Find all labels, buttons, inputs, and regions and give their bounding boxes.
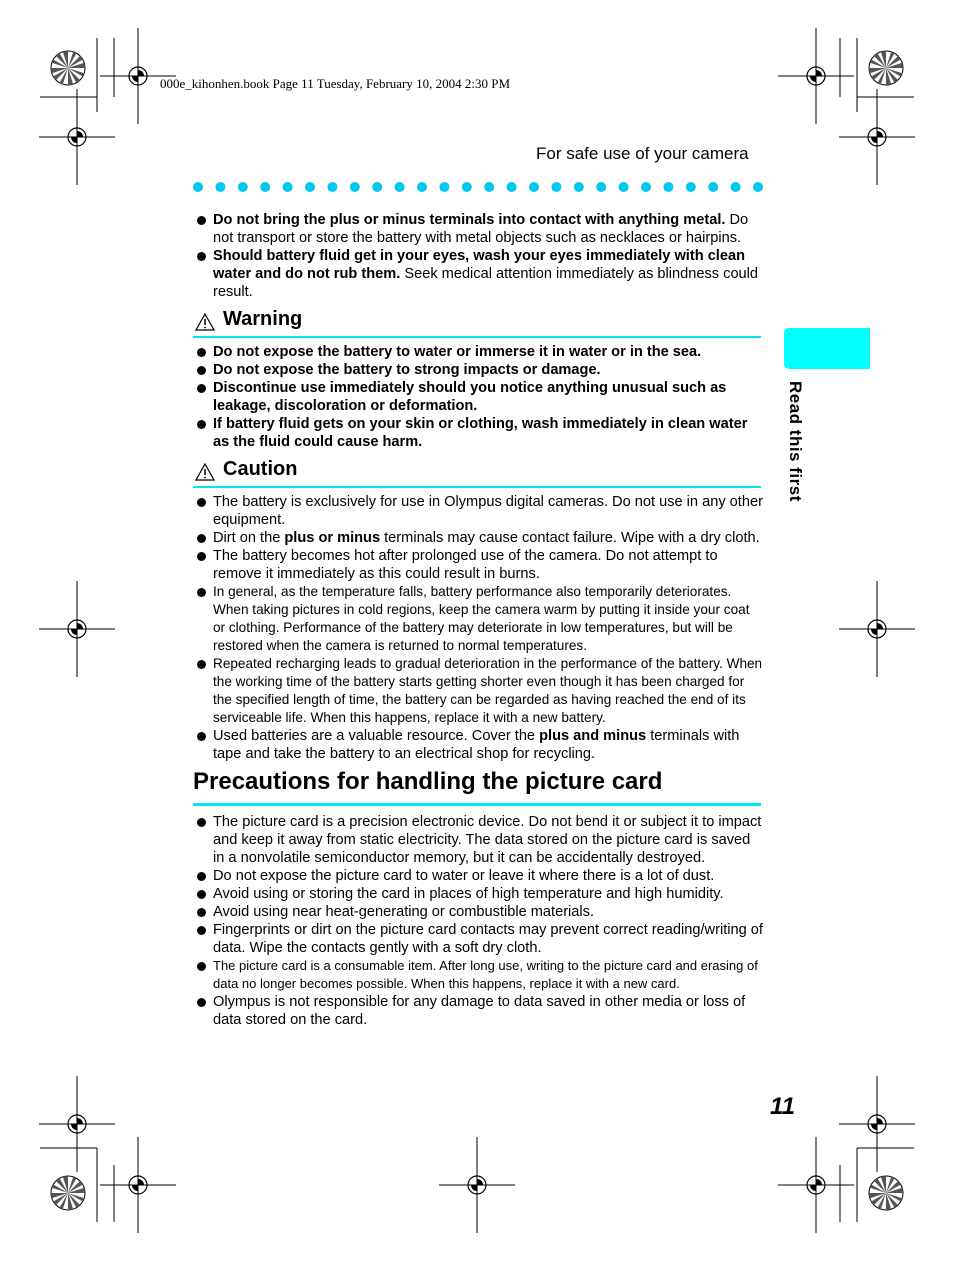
rule-dot (596, 182, 606, 192)
list-item: In general, as the temperature falls, battery performance also temporarily deteriorates. When taking pictures in cold regions, keep the camera warm by putting it inside your coat or clothing. Performance of the battery may deteriorate in low temperatures, but will be restored when the camera is returned to normal temperatures. (193, 583, 763, 655)
list-item: The picture card is a precision electronic device. Do not bend it or subject it to impact and keep it away from static electricity. The data stored on the picture card is saved in a nonvolatile semiconductor memory, but it can be accidentally destroyed. (193, 813, 763, 867)
section-title: Precautions for handling the picture card (193, 768, 663, 795)
rule-dot (305, 182, 315, 192)
rule-dot (574, 182, 584, 192)
rule-dot (462, 182, 472, 192)
rule-dot (283, 182, 293, 192)
print-metadata: 000e_kihonhen.book Page 11 Tuesday, February 10, 2004 2:30 PM (160, 76, 511, 91)
rule-dot (641, 182, 651, 192)
rule-dot (551, 182, 561, 192)
caution-title: Caution (223, 458, 298, 480)
list-item: Repeated recharging leads to gradual deterioration in the performance of the battery. When the working time of the battery starts getting shorter even though it has been charged for the specified length of time, the battery can be regarded as having reached the end of its serviceable life. When this happens, replace it with a new battery. (193, 655, 763, 727)
picture-card-heading (193, 768, 761, 806)
rule-dot (663, 182, 673, 192)
dotted-rule (192, 180, 764, 194)
caution-triangle-icon (195, 463, 215, 481)
rule-dot (238, 182, 248, 192)
list-item: If battery fluid gets on your skin or clothing, wash immediately in clean water as the fluid could cause harm. (193, 415, 763, 451)
list-item: Do not expose the battery to strong impacts or damage. (193, 361, 763, 379)
list-item: Avoid using near heat-generating or combustible materials. (193, 903, 763, 921)
rule-dot (619, 182, 629, 192)
caution-section (193, 493, 763, 763)
caution-heading (193, 460, 761, 488)
rule-dot (193, 182, 203, 192)
list-item: The battery is exclusively for use in Olympus digital cameras. Do not use in any other equipment. (193, 493, 763, 529)
list-item: The picture card is a consumable item. After long use, writing to the picture card and erasing of data no longer becomes possible. When this happens, replace it with a new card. (193, 957, 763, 993)
list-item: Used batteries are a valuable resource. Cover the plus and minus terminals with tape and take the battery to an electrical shop for recycling. (193, 727, 763, 763)
rule-dot (260, 182, 270, 192)
rule-dot (215, 182, 225, 192)
list-item: Avoid using or storing the card in places of high temperature and high humidity. (193, 885, 763, 903)
list-item: Fingerprints or dirt on the picture card contacts may prevent correct reading/writing of data. Wipe the contacts gently with a soft dry cloth. (193, 921, 763, 957)
warning-section (193, 343, 763, 451)
running-header: For safe use of your camera (536, 144, 749, 163)
list-item: Do not expose the battery to water or immerse it in water or in the sea. (193, 343, 763, 361)
intro-section (193, 211, 763, 301)
rule-dot (372, 182, 382, 192)
list-item: Should battery fluid get in your eyes, wash your eyes immediately with clean water and do not rub them. Seek medical attention immediately as blindness could result. (193, 247, 763, 301)
picture-card-section (193, 813, 763, 1029)
side-tab-label: Read this first (786, 381, 805, 502)
warning-title: Warning (223, 308, 303, 330)
rule-dot (350, 182, 360, 192)
list-item: Do not expose the picture card to water or leave it where there is a lot of dust. (193, 867, 763, 885)
rule-dot (439, 182, 449, 192)
warning-triangle-icon (195, 313, 215, 331)
rule-dot (507, 182, 517, 192)
rule-dot (395, 182, 405, 192)
rule-dot (731, 182, 741, 192)
rule-dot (327, 182, 337, 192)
warning-heading (193, 310, 761, 338)
list-item: Dirt on the plus or minus terminals may cause contact failure. Wipe with a dry cloth. (193, 529, 763, 547)
rule-dot (529, 182, 539, 192)
list-item: Do not bring the plus or minus terminals into contact with anything metal. Do not transport or store the battery with metal objects such as necklaces or hairpins. (193, 211, 763, 247)
rule-dot (484, 182, 494, 192)
list-item: Olympus is not responsible for any damage to data saved in other media or loss of data stored on the card. (193, 993, 763, 1029)
page-number: 11 (770, 1093, 795, 1120)
rule-dot (708, 182, 718, 192)
rule-dot (417, 182, 427, 192)
side-tab (784, 328, 870, 369)
list-item: The battery becomes hot after prolonged use of the camera. Do not attempt to remove it immediately as this could result in burns. (193, 547, 763, 583)
rule-dot (753, 182, 763, 192)
rule-dot (686, 182, 696, 192)
list-item: Discontinue use immediately should you notice anything unusual such as leakage, discoloration or deformation. (193, 379, 763, 415)
